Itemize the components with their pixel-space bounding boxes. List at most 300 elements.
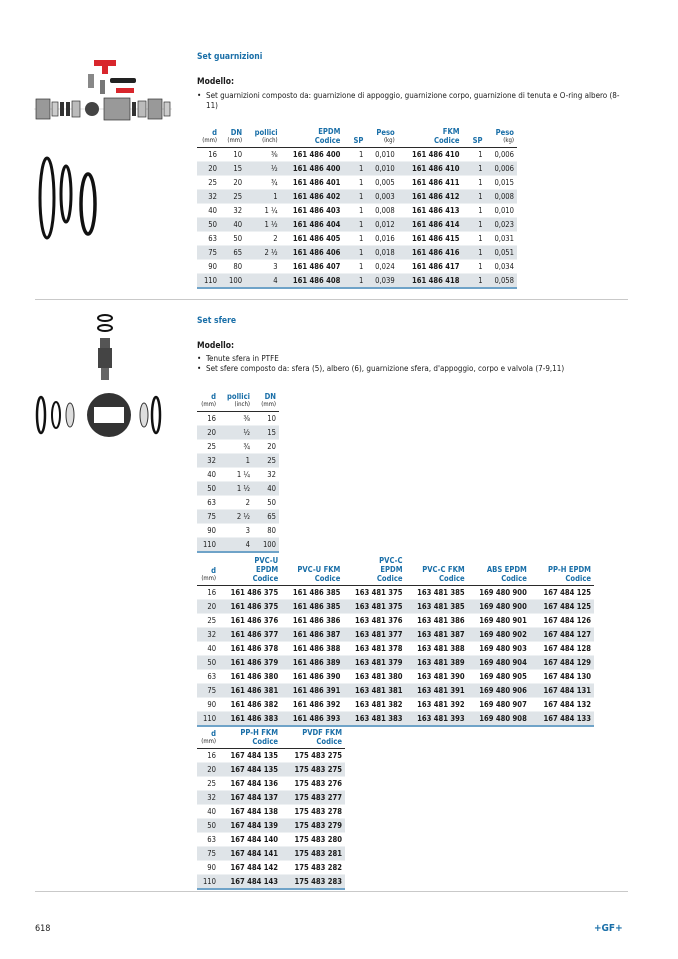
column-header (219, 556, 281, 586)
table-cell: 1 ¼ (245, 204, 281, 218)
table-cell: 20 (253, 440, 279, 454)
table-cell: 167 484 129 (530, 656, 594, 670)
table-cell: 1 (343, 260, 366, 274)
table-row (197, 712, 594, 727)
table-cell: 0,016 (366, 232, 397, 246)
table-row (197, 684, 594, 698)
table-cell: 50 (197, 482, 219, 496)
table-cell: 16 (197, 148, 220, 162)
table-row (197, 496, 279, 510)
column-header-label: PVC-C EPDM Codice (376, 556, 403, 583)
table-cell: 161 486 413 (398, 204, 463, 218)
table-cell: 163 481 380 (343, 670, 405, 684)
table-row (197, 482, 279, 496)
table-cell: 1 (343, 218, 366, 232)
table-cell: 2 (219, 496, 253, 510)
column-header (197, 127, 220, 148)
table-row (197, 656, 594, 670)
table-cell: 90 (197, 698, 219, 712)
column-header (468, 556, 530, 586)
table-cell: 1 (245, 190, 281, 204)
table-cell: 167 484 131 (530, 684, 594, 698)
ball-stem-drawing (92, 312, 122, 384)
table-cell: 20 (220, 176, 245, 190)
table-cell: 161 486 379 (219, 656, 281, 670)
table-cell: 167 484 125 (530, 600, 594, 614)
table-row (197, 628, 594, 642)
table-cell: ½ (219, 426, 253, 440)
table-cell: 161 486 390 (281, 670, 343, 684)
table-cell: 163 481 386 (406, 614, 468, 628)
table-cell: 16 (197, 412, 219, 426)
table-cell: 0,006 (486, 148, 517, 162)
column-header (220, 127, 245, 148)
table-row (197, 777, 345, 791)
table-cell: 167 484 138 (219, 805, 281, 819)
table-cell: 163 481 389 (406, 656, 468, 670)
table-cell: 167 484 127 (530, 628, 594, 642)
column-header (197, 556, 219, 586)
ball-set-codes-table (197, 556, 594, 727)
table-cell: 167 484 140 (219, 833, 281, 847)
table-cell: ¾ (245, 176, 281, 190)
table-cell: 163 481 392 (406, 698, 468, 712)
table-cell: ½ (245, 162, 281, 176)
table-cell: 40 (220, 218, 245, 232)
table-cell: 175 483 278 (281, 805, 345, 819)
table-cell: 0,003 (366, 190, 397, 204)
section1-model-label: Modello: (197, 77, 235, 87)
table-cell: 161 486 391 (281, 684, 343, 698)
table-cell: 161 486 416 (398, 246, 463, 260)
column-header-label: DN (264, 392, 276, 401)
column-header-label: d (212, 128, 217, 137)
table-cell: 10 (220, 148, 245, 162)
table-cell: 1 (463, 218, 486, 232)
column-header-label: PVC-C FKM Codice (422, 565, 465, 583)
table-cell: 1 (219, 454, 253, 468)
column-header (197, 392, 219, 412)
table-cell: 0,010 (366, 148, 397, 162)
table-cell: 20 (197, 162, 220, 176)
column-header-label: PVC-U FKM Codice (297, 565, 341, 583)
section-divider (35, 299, 628, 300)
column-header (281, 556, 343, 586)
table-cell: 100 (220, 274, 245, 289)
table-cell: 90 (197, 524, 219, 538)
table-row (197, 791, 345, 805)
table-cell: 50 (197, 656, 219, 670)
table-cell: 75 (197, 847, 219, 861)
table-cell: 161 486 392 (281, 698, 343, 712)
table-row (197, 805, 345, 819)
table-cell: 75 (197, 510, 219, 524)
section2-bullet: • Set sfere composto da: sfera (5), albero (6), guarnizione sfera, d'appoggio, corpo e valvola (7-9,11) (197, 364, 607, 374)
table-cell: 40 (197, 805, 219, 819)
table-cell: 167 484 126 (530, 614, 594, 628)
section2-bullet: • Tenute sfera in PTFE (197, 354, 607, 364)
table-cell: ⅜ (245, 148, 281, 162)
table-row (197, 162, 517, 176)
table-cell: 20 (197, 763, 219, 777)
table-cell: 161 486 378 (219, 642, 281, 656)
table-cell: 1 (343, 232, 366, 246)
table-cell: 169 480 902 (468, 628, 530, 642)
table-cell: 1 (463, 176, 486, 190)
table-cell: 161 486 414 (398, 218, 463, 232)
table-row (197, 176, 517, 190)
table-cell: ⅜ (219, 412, 253, 426)
table-cell: 3 (245, 260, 281, 274)
column-header-label: PVC-U EPDM Codice (252, 556, 279, 583)
column-unit: (mm) (201, 401, 216, 408)
column-unit: (inch) (262, 137, 278, 144)
ball-set-pp-pvdf-table (197, 728, 345, 890)
table-row (197, 698, 594, 712)
table-cell: 1 (343, 162, 366, 176)
table-cell: 1 (463, 260, 486, 274)
table-cell: 0,012 (366, 218, 397, 232)
column-header (245, 127, 281, 148)
table-row (197, 524, 279, 538)
table-row (197, 148, 517, 162)
table-cell: 100 (253, 538, 279, 553)
table-cell: 0,006 (486, 162, 517, 176)
table-cell: 163 481 383 (343, 712, 405, 727)
column-header-label: PVDF FKM Codice (302, 728, 342, 746)
table-cell: 161 486 381 (219, 684, 281, 698)
column-header-label: Peso (376, 128, 395, 137)
table-cell: 167 484 141 (219, 847, 281, 861)
table-cell: 175 483 282 (281, 861, 345, 875)
table-cell: 32 (197, 454, 219, 468)
table-cell: 169 480 903 (468, 642, 530, 656)
table-cell: 0,008 (366, 204, 397, 218)
table-cell: 75 (197, 684, 219, 698)
column-header (253, 392, 279, 412)
column-unit: (mm) (201, 738, 216, 745)
table-cell: 25 (197, 440, 219, 454)
table-cell: 25 (253, 454, 279, 468)
table-cell: 161 486 410 (398, 162, 463, 176)
table-cell: 16 (197, 749, 219, 763)
column-header (530, 556, 594, 586)
table-cell: 161 486 411 (398, 176, 463, 190)
section2-bullets (197, 354, 607, 374)
o-rings-image (36, 150, 106, 250)
table-cell: 169 480 900 (468, 586, 530, 600)
table-row (197, 847, 345, 861)
table-cell: 1 ½ (245, 218, 281, 232)
column-header-label: d (211, 566, 217, 575)
table-cell: 167 484 135 (219, 749, 281, 763)
table-cell: 80 (220, 260, 245, 274)
column-header-label: d (211, 729, 216, 738)
table-row (197, 861, 345, 875)
table-cell: 161 486 383 (219, 712, 281, 727)
section1-bullets (197, 91, 629, 111)
table-cell: 167 484 139 (219, 819, 281, 833)
table-row (197, 510, 279, 524)
table-cell: 80 (253, 524, 279, 538)
table-cell: 2 ½ (219, 510, 253, 524)
table-cell: 169 480 907 (468, 698, 530, 712)
table-row (197, 426, 279, 440)
table-cell: 161 486 410 (398, 148, 463, 162)
column-unit: (mm) (227, 137, 243, 144)
table-cell: 4 (245, 274, 281, 289)
table-cell: 175 483 283 (281, 875, 345, 890)
table-cell: 161 486 385 (281, 586, 343, 600)
table-cell: 1 (463, 204, 486, 218)
table-cell: 0,058 (486, 274, 517, 289)
table-cell: 163 481 388 (406, 642, 468, 656)
table-cell: 161 486 382 (219, 698, 281, 712)
table-cell: 163 481 391 (406, 684, 468, 698)
table-cell: 110 (197, 274, 220, 289)
table-cell: 1 (463, 162, 486, 176)
table-cell: 1 ½ (219, 482, 253, 496)
table-cell: 20 (197, 426, 219, 440)
table-cell: 175 483 277 (281, 791, 345, 805)
table-cell: 0,023 (486, 218, 517, 232)
column-header-label: pollici (227, 392, 250, 401)
table-row (197, 763, 345, 777)
table-header-row (197, 556, 594, 586)
table-cell: 161 486 402 (281, 190, 344, 204)
table-cell: 0,018 (366, 246, 397, 260)
table-cell: 167 484 142 (219, 861, 281, 875)
table-row (197, 190, 517, 204)
table-cell: 175 483 279 (281, 819, 345, 833)
table-cell: 169 480 901 (468, 614, 530, 628)
table-cell: 1 (343, 148, 366, 162)
table-cell: 15 (220, 162, 245, 176)
table-cell: 0,005 (366, 176, 397, 190)
table-cell: 3 (219, 524, 253, 538)
column-header-label: SP (472, 136, 483, 145)
table-cell: 40 (197, 642, 219, 656)
column-unit: (kg) (383, 137, 395, 144)
column-header (343, 127, 366, 148)
table-cell: 25 (197, 614, 219, 628)
column-unit: (mm) (202, 137, 217, 144)
column-header-label: SP (353, 136, 364, 145)
table-cell: 169 480 900 (468, 600, 530, 614)
table-row (197, 204, 517, 218)
table-cell: 161 486 380 (219, 670, 281, 684)
table-cell: 75 (197, 246, 220, 260)
table-cell: 20 (197, 600, 219, 614)
table-row (197, 819, 345, 833)
table-header-row (197, 728, 345, 749)
table-row (197, 412, 279, 426)
table-cell: 2 ½ (245, 246, 281, 260)
valve-exploded-drawing (34, 58, 174, 136)
seal-set-table (197, 127, 517, 289)
table-cell: 0,031 (486, 232, 517, 246)
table-cell: 167 484 133 (530, 712, 594, 727)
footer-divider (35, 891, 628, 892)
table-cell: 161 486 407 (281, 260, 344, 274)
column-header-label: pollici (254, 128, 278, 137)
table-cell: 161 486 387 (281, 628, 343, 642)
table-cell: 32 (197, 791, 219, 805)
column-header-label: Peso (495, 128, 514, 137)
table-cell: 32 (253, 468, 279, 482)
table-cell: 161 486 418 (398, 274, 463, 289)
table-cell: 1 (463, 232, 486, 246)
table-cell: 1 (463, 246, 486, 260)
table-cell: 161 486 405 (281, 232, 344, 246)
table-cell: 167 484 128 (530, 642, 594, 656)
table-cell: 163 481 375 (343, 586, 405, 600)
table-cell: 1 (343, 274, 366, 289)
table-row (197, 468, 279, 482)
table-cell: 163 481 376 (343, 614, 405, 628)
table-row (197, 260, 517, 274)
table-cell: 1 (463, 274, 486, 289)
table-cell: 63 (197, 496, 219, 510)
table-cell: 25 (220, 190, 245, 204)
table-row (197, 218, 517, 232)
column-header-label: ABS EPDM Codice (486, 565, 527, 583)
table-cell: 1 (343, 176, 366, 190)
table-cell: 2 (245, 232, 281, 246)
column-unit: (mm) (201, 575, 217, 582)
table-cell: 161 486 403 (281, 204, 344, 218)
table-cell: 50 (253, 496, 279, 510)
table-cell: 110 (197, 875, 219, 890)
column-header (281, 728, 345, 749)
table-cell: 110 (197, 538, 219, 553)
table-row (197, 614, 594, 628)
table-cell: 10 (253, 412, 279, 426)
column-header (343, 556, 405, 586)
table-cell: 1 (343, 190, 366, 204)
table-cell: 0,008 (486, 190, 517, 204)
table-cell: 1 (463, 148, 486, 162)
table-cell: 1 ¼ (219, 468, 253, 482)
table-cell: 161 486 415 (398, 232, 463, 246)
table-cell: 15 (253, 426, 279, 440)
table-cell: 175 483 281 (281, 847, 345, 861)
table-cell: 1 (343, 204, 366, 218)
column-header (463, 127, 486, 148)
table-cell: 163 481 385 (406, 586, 468, 600)
ball-set-image (34, 390, 164, 440)
table-cell: 161 486 400 (281, 148, 344, 162)
ball-dn-table (197, 392, 279, 553)
column-header-label: DN (230, 128, 243, 137)
column-header (486, 127, 517, 148)
table-cell: 169 480 904 (468, 656, 530, 670)
table-cell: 163 481 375 (343, 600, 405, 614)
table-cell: 161 486 385 (281, 600, 343, 614)
table-cell: 16 (197, 586, 219, 600)
table-row (197, 875, 345, 890)
table-cell: 161 486 389 (281, 656, 343, 670)
table-cell: 1 (343, 246, 366, 260)
table-cell: 161 486 393 (281, 712, 343, 727)
table-cell: 0,024 (366, 260, 397, 274)
column-header-label: FKM Codice (433, 127, 460, 145)
table-cell: 163 481 381 (343, 684, 405, 698)
table-cell: 161 486 408 (281, 274, 344, 289)
table-cell: 50 (197, 218, 220, 232)
table-cell: 167 484 130 (530, 670, 594, 684)
table-row (197, 454, 279, 468)
table-cell: 175 483 275 (281, 763, 345, 777)
table-cell: 4 (219, 538, 253, 553)
table-cell: 65 (253, 510, 279, 524)
table-row (197, 749, 345, 763)
table-cell: 161 486 400 (281, 162, 344, 176)
table-cell: 167 484 125 (530, 586, 594, 600)
gf-logo: +GF+ (594, 923, 623, 934)
table-cell: 163 481 379 (343, 656, 405, 670)
table-cell: 90 (197, 260, 220, 274)
table-cell: 163 481 385 (406, 600, 468, 614)
table-row (197, 670, 594, 684)
table-cell: 161 486 417 (398, 260, 463, 274)
table-cell: 175 483 280 (281, 833, 345, 847)
table-cell: 40 (197, 204, 220, 218)
table-cell: 32 (197, 628, 219, 642)
table-cell: 161 486 375 (219, 586, 281, 600)
table-cell: 175 483 275 (281, 749, 345, 763)
table-cell: 161 486 401 (281, 176, 344, 190)
column-header (398, 127, 463, 148)
column-header (281, 127, 344, 148)
column-header-label: d (211, 392, 216, 401)
table-cell: 110 (197, 712, 219, 727)
table-header-row (197, 392, 279, 412)
table-cell: 161 486 375 (219, 600, 281, 614)
column-header (366, 127, 397, 148)
table-row (197, 642, 594, 656)
column-header-label: PP-H EPDM Codice (548, 565, 591, 583)
table-cell: 90 (197, 861, 219, 875)
table-cell: 169 480 908 (468, 712, 530, 727)
table-cell: 167 484 132 (530, 698, 594, 712)
table-cell: 163 481 390 (406, 670, 468, 684)
table-row (197, 274, 517, 289)
table-cell: 0,051 (486, 246, 517, 260)
table-row (197, 246, 517, 260)
table-cell: 63 (197, 670, 219, 684)
table-cell: ¾ (219, 440, 253, 454)
table-cell: 161 486 404 (281, 218, 344, 232)
table-cell: 163 481 377 (343, 628, 405, 642)
table-cell: 161 486 406 (281, 246, 344, 260)
table-cell: 32 (197, 190, 220, 204)
table-cell: 63 (197, 833, 219, 847)
table-cell: 50 (197, 819, 219, 833)
column-header-label: PP-H FKM Codice (240, 728, 278, 746)
table-row (197, 440, 279, 454)
table-cell: 0,039 (366, 274, 397, 289)
table-cell: 167 484 137 (219, 791, 281, 805)
table-cell: 167 484 136 (219, 777, 281, 791)
page-number: 618 (35, 924, 51, 934)
table-cell: 163 481 387 (406, 628, 468, 642)
table-cell: 161 486 376 (219, 614, 281, 628)
table-row (197, 232, 517, 246)
table-cell: 0,010 (366, 162, 397, 176)
table-cell: 1 (463, 190, 486, 204)
table-cell: 25 (197, 777, 219, 791)
